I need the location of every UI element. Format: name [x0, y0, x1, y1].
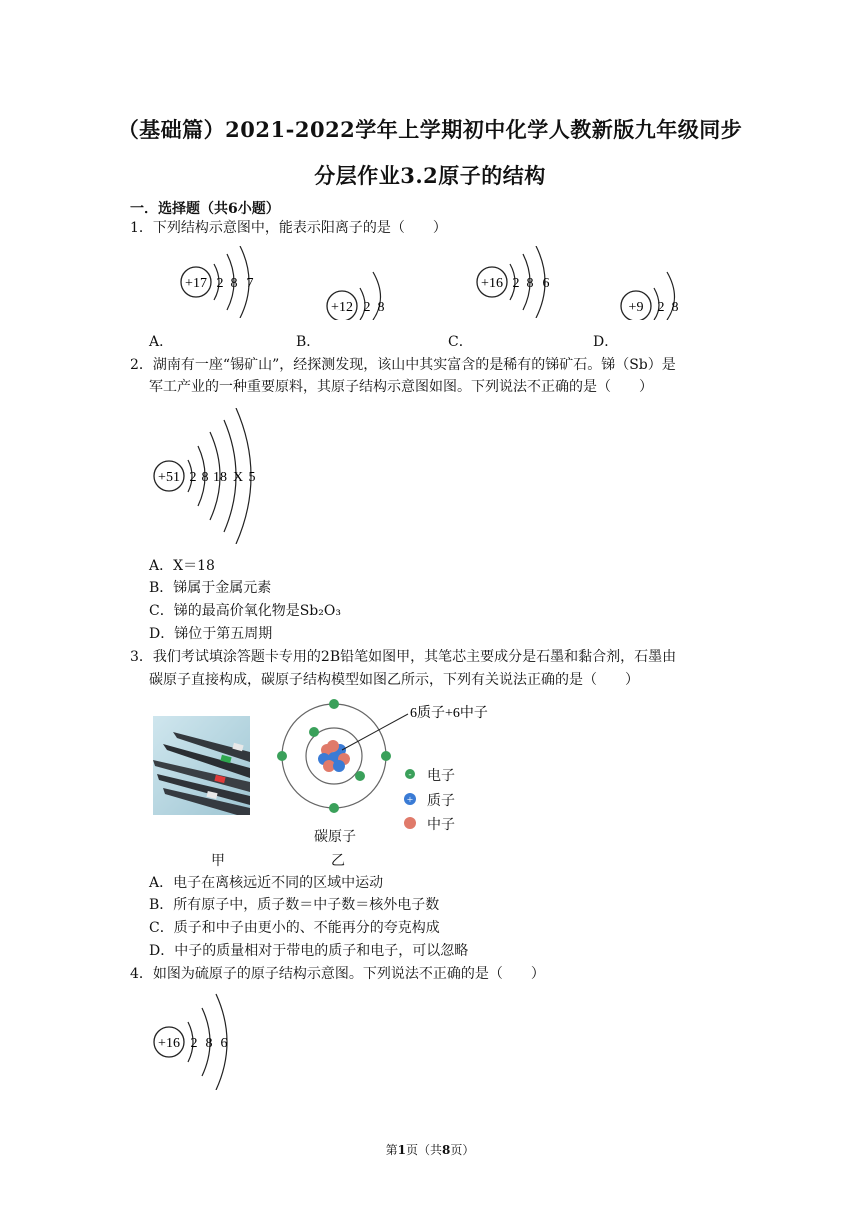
q3-stem-line-1: 3．我们考试填涂答题卡专用的2B铅笔如图甲，其笔芯主要成分是石墨和黏合剂，石墨由	[130, 649, 677, 665]
footer-total-pages: 8	[442, 1143, 451, 1157]
q1c-shell-3: 6	[542, 276, 550, 291]
figure-caption-yi: 乙	[331, 853, 345, 869]
q1b-shell-1: 2	[363, 300, 371, 315]
q1-diagram-a	[172, 246, 272, 318]
q1a-shell-2: 8	[230, 276, 238, 291]
q2-option-a[interactable]: A．X＝18	[149, 558, 215, 574]
q1d-nucleus: +9	[628, 300, 644, 315]
footer-post: 页）	[450, 1143, 475, 1157]
legend-proton: 质子	[427, 793, 455, 809]
q1-option-c-letter[interactable]: C．	[448, 334, 473, 350]
q2-option-c-formula: Sb₂O₃	[299, 603, 341, 619]
q2-diagram-sb	[148, 408, 288, 544]
q2-shell-5: 5	[248, 470, 256, 485]
q1-option-d-letter[interactable]: D．	[593, 334, 619, 350]
q1b-nucleus: +12	[331, 300, 353, 315]
q2-shell-2: 8	[201, 470, 209, 485]
q2-stem-line-1: 2．湖南有一座“锡矿山”，经探测发现，该山中其实富含的是稀有的锑矿石。锑（Sb）是	[130, 357, 676, 373]
title-line-1: （基础篇）2021-2022学年上学期初中化学人教新版九年级同步	[117, 117, 743, 142]
q1-diagram-b	[322, 268, 402, 320]
legend-neutron-icon	[403, 816, 417, 830]
q2-shell-3: 18	[213, 470, 227, 485]
q3-option-a[interactable]: A．电子在离核远近不同的区域中运动	[149, 875, 384, 891]
footer-page-number: 1	[397, 1143, 406, 1157]
q1-option-b-letter[interactable]: B．	[296, 334, 321, 350]
q1a-shell-1: 2	[216, 276, 224, 291]
legend-electron: 电子	[427, 768, 455, 784]
legend-neutron: 中子	[427, 817, 455, 833]
q3-option-c[interactable]: C．质子和中子由更小的、不能再分的夸克构成	[149, 920, 440, 936]
q3-option-b[interactable]: B．所有原子中，质子数＝中子数＝核外电子数	[149, 897, 440, 913]
carbon-atom-model	[272, 696, 492, 822]
nucleus-label: 6质子+6中子	[410, 706, 488, 721]
q2-shell-1: 2	[189, 470, 197, 485]
q1d-shell-1: 2	[657, 300, 665, 315]
q1-stem: 1．下列结构示意图中，能表示阳离子的是（ ）	[130, 220, 447, 236]
q2-shell-4: X	[232, 470, 244, 485]
q4-shell-3: 6	[220, 1036, 228, 1051]
q3-stem-line-2: 碳原子直接构成，碳原子结构模型如图乙所示，下列有关说法正确的是（ ）	[149, 672, 639, 688]
q4-shell-2: 8	[205, 1036, 213, 1051]
footer-mid: 页（共	[405, 1143, 442, 1157]
q2-option-c[interactable]	[149, 601, 341, 621]
q4-shell-1: 2	[190, 1036, 198, 1051]
q4-nucleus: +16	[158, 1036, 180, 1051]
q2-option-b[interactable]: B．锑属于金属元素	[149, 580, 272, 596]
legend-electron-icon	[404, 768, 416, 780]
q2-option-d[interactable]: D．锑位于第五周期	[149, 626, 273, 642]
q3-option-d[interactable]: D．中子的质量相对于带电的质子和电子，可以忽略	[149, 943, 469, 959]
q1a-shell-3: 7	[246, 276, 254, 291]
q1c-shell-2: 8	[526, 276, 534, 291]
legend-proton-icon	[403, 792, 417, 806]
q1a-nucleus: +17	[185, 276, 207, 291]
svg-text:+: +	[406, 794, 414, 806]
title-line-2: 分层作业3.2原子的结构	[314, 163, 546, 188]
q1-diagram-d	[616, 268, 696, 320]
atom-caption: 碳原子	[314, 829, 356, 845]
nucleus-cluster	[318, 740, 350, 772]
q1-option-a-letter[interactable]: A．	[149, 334, 174, 350]
q4-stem: 4．如图为硫原子的原子结构示意图。下列说法不正确的是（ ）	[130, 966, 545, 982]
section-heading: 一．选择题（共6小题）	[130, 201, 280, 217]
figure-caption-jia: 甲	[211, 853, 225, 869]
q2-stem-line-2: 军工产业的一种重要原料，其原子结构示意图如图。下列说法不正确的是（ ）	[149, 379, 653, 395]
q2-nucleus: +51	[158, 470, 180, 485]
pencil-photo	[153, 716, 250, 815]
q1d-shell-2: 8	[671, 300, 679, 315]
q1c-nucleus: +16	[481, 276, 503, 291]
svg-text:-: -	[408, 769, 412, 779]
q1c-shell-1: 2	[512, 276, 520, 291]
q4-diagram-sulfur	[148, 990, 248, 1090]
page-footer	[0, 1141, 860, 1158]
q2-option-c-text: C．锑的最高价氧化物是	[149, 603, 300, 619]
q1-diagram-c	[472, 246, 572, 318]
q1b-shell-2: 8	[377, 300, 385, 315]
footer-pre: 第	[385, 1143, 398, 1157]
